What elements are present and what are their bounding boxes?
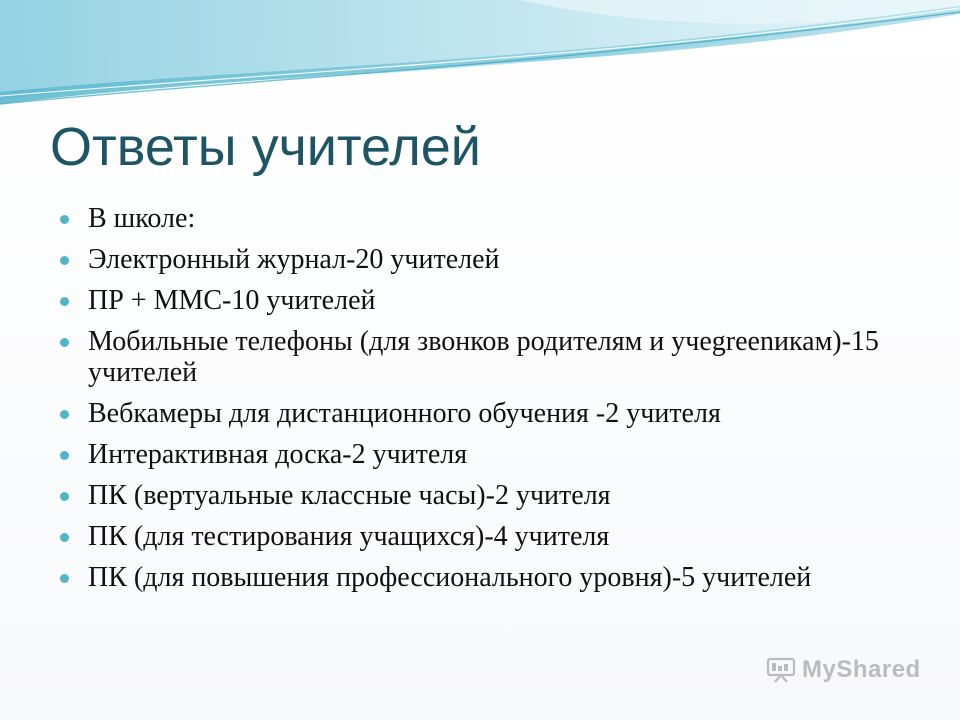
list-item <box>60 203 880 234</box>
list-item-text: Мобильные телефоны (для звонков родителям и учеgreenикам)-15 учителей <box>88 326 879 388</box>
bullet-dot-icon <box>60 492 69 501</box>
list-item-text: ПР + ММС-10 учителей <box>88 285 376 316</box>
list-item-text: ПК (вертуальные классные часы)-2 учителя <box>88 480 611 511</box>
watermark-text: MyShared <box>802 656 921 683</box>
list-item-text: Вебкамеры для дистанционного обучения -2 учителя <box>88 398 721 429</box>
bullet-dot-icon <box>60 256 69 265</box>
list-item-text: Электронный журнал-20 учителей <box>88 244 500 275</box>
list-item-text: Интерактивная доска-2 учителя <box>88 439 468 470</box>
header-wave-decoration <box>0 0 960 120</box>
list-item-text: В школе: <box>88 203 196 234</box>
list-item <box>60 398 880 429</box>
list-item <box>60 285 880 316</box>
list-item-text: ПК (для тестирования учащихся)-4 учителя <box>88 521 610 552</box>
bullet-list <box>60 203 880 603</box>
bullet-dot-icon <box>60 410 69 419</box>
list-item <box>60 244 880 275</box>
list-item <box>60 480 880 511</box>
myshared-watermark[interactable] <box>766 656 921 684</box>
list-item <box>60 439 880 470</box>
projector-screen-icon <box>766 656 796 684</box>
bullet-dot-icon <box>60 297 69 306</box>
bullet-dot-icon <box>60 533 69 542</box>
bullet-dot-icon <box>60 215 69 224</box>
list-item <box>60 326 880 388</box>
list-item <box>60 562 880 593</box>
list-item-text: ПК (для повышения профессионального уровня)-5 учителей <box>88 562 812 593</box>
list-item <box>60 521 880 552</box>
bullet-dot-icon <box>60 574 69 583</box>
slide-title: Ответы учителей <box>50 117 481 177</box>
bullet-dot-icon <box>60 451 69 460</box>
bullet-dot-icon <box>60 338 69 347</box>
